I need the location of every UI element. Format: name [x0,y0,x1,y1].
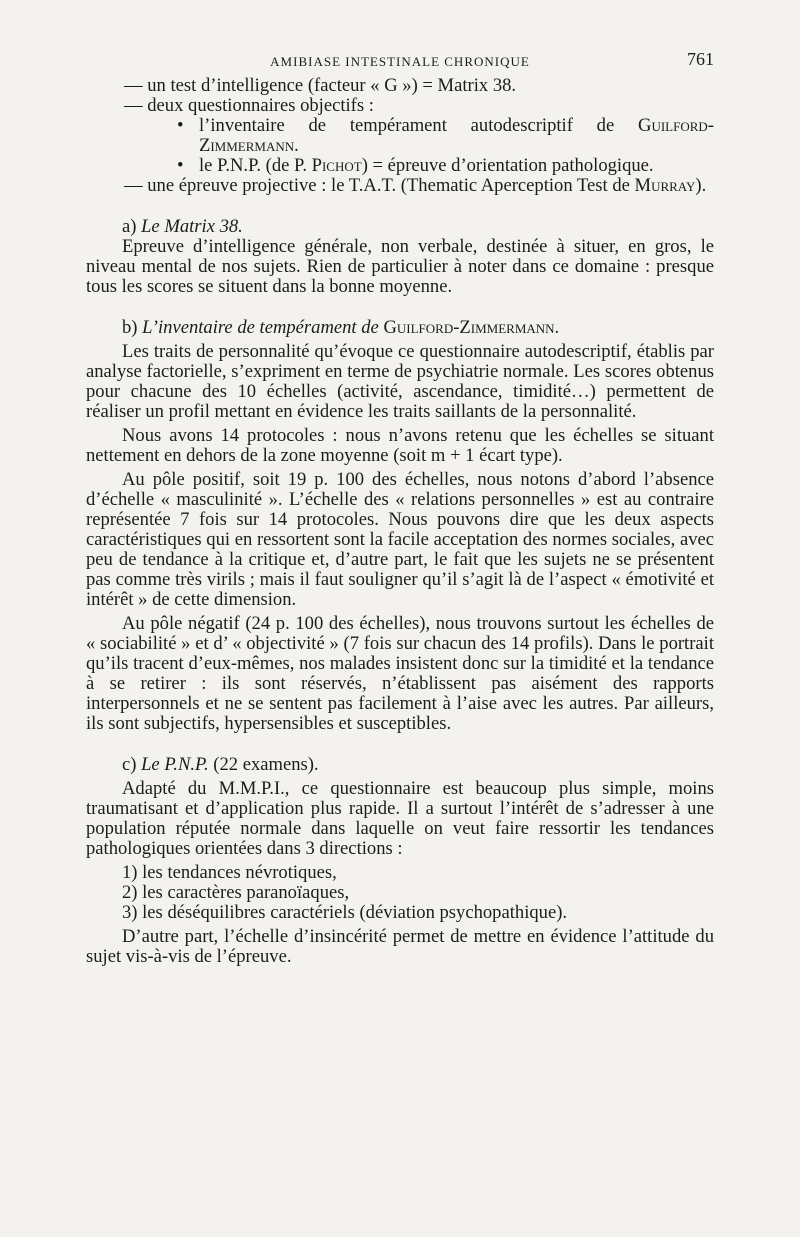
section-b-paragraph-2: Nous avons 14 protocoles : nous n’avons retenu que les échelles se situant nettement en dehors de la zone moyenne (soit m + 1 écart type). [86,425,714,466]
section-c-heading: Le P.N.P. [141,754,209,775]
projective-pre: — une épreuve projective : le T.A.T. (Thematic Aperception Test de [124,175,635,196]
body-text [86,76,714,967]
running-title: AMIBIASE INTESTINALE CHRONIQUE [270,54,530,69]
section-b-title [86,318,714,338]
section-b-paragraph-3: Au pôle positif, soit 19 p. 100 des échelles, nous notons d’abord l’absence d’échelle « masculinité ». L’échelle des « relations personnelles » est au contraire représentée 7 fois sur 14 protocoles. Nous pouvons dire que les deux aspects caractéristiques qui en ressortent sont la facile acceptation des normes sociales, avec peu de tendance à la critique et, d’autre part, le fait que les sujets ne se présentent pas comme très virils ; mais il faut souligner qu’il s’agit là de l’aspect « émotivité et intérêt » de cette dimension. [86,469,714,610]
bullet-guilford-text: l’inventaire de tempérament autodescriptif de [199,115,639,136]
section-c-label: c) [122,754,142,775]
section-b-paragraph-1: Les traits de personnalité qu’évoque ce questionnaire autodescriptif, établis par analyse factorielle, s’expriment en terme de psychiatrie normale. Les scores obtenus pour chacune des 10 échelles (activité, ascendance, timidité…) permettent de réaliser un profil mettant en évidence les traits saillants de la personnalité. [86,341,714,422]
book-page [86,46,714,967]
author-pichot: Pichot [311,155,362,176]
author-guilford: Guilford-Zimmermann. [199,115,714,156]
list-item-projective [86,176,714,196]
numbered-item-1: 1) les tendances névrotiques, [122,862,337,883]
author-murray: Murray [634,175,696,196]
section-a-title [86,217,714,237]
section-c-closing: D’autre part, l’échelle d’insincérité permet de mettre en évidence l’attitude du sujet vis-à-vis de l’épreuve. [86,926,714,967]
bullet-icon: • [177,115,184,136]
numbered-item-2: 2) les caractères paranoïaques, [122,882,350,903]
bullet-pnp-pre: le P.N.P. (de P. [199,155,312,176]
section-a-paragraph: Epreuve d’intelligence générale, non verbale, destinée à situer, en gros, le niveau mental de nos sujets. Rien de particulier à noter dans ce domaine : presque tous les scores se situent dans la bonne moyenne. [86,236,714,297]
section-a-heading: Le Matrix 38. [141,216,243,237]
section-c-paragraph: Adapté du M.M.P.I., ce questionnaire est beaucoup plus simple, moins traumatisant et d’application plus rapide. Il a surtout l’intérêt de s’adresser à une population réputée normale dans laquelle on veut faire ressortir les tendances pathologiques orientées dans 3 directions : [86,778,714,859]
section-c-title [86,755,714,775]
bullet-pnp [86,156,714,176]
bullet-icon: • [177,155,184,176]
page-number: 761 [687,49,714,69]
author-guilford-zimmermann: Guilford-Zimmermann. [383,317,560,338]
page-header [86,46,714,76]
section-a-label: a) [122,216,142,237]
numbered-item-3: 3) les déséquilibres caractériels (déviation psychopathique). [122,902,568,923]
section-b-label: b) [122,317,143,338]
projective-post: ). [695,175,707,196]
section-b-heading: L’inventaire de tempérament de [142,317,384,338]
section-b-paragraph-4: Au pôle négatif (24 p. 100 des échelles), nous trouvons surtout les échelles de « sociabilité » et d’ « objectivité » (7 fois sur chacun des 14 profils). Dans le portrait qu’ils tracent d’eux-mêmes, nos malades insistent donc sur la timidité et la tendance à se retirer : ils sont réservés, n’établissent pas aisément des rapports interpersonnels et ne se sentent pas facilement à l’aise avec les autres. Par ailleurs, ils sont subjectifs, hypersensibles et susceptibles. [86,613,714,734]
section-c-suffix: (22 examens). [208,754,319,775]
list-item-intelligence-test: — un test d’intelligence (facteur « G ») = Matrix 38. [124,75,517,96]
bullet-guilford [86,116,714,156]
list-item-questionnaires: — deux questionnaires objectifs : [124,95,374,116]
bullet-pnp-post: ) = épreuve d’orientation pathologique. [361,155,654,176]
